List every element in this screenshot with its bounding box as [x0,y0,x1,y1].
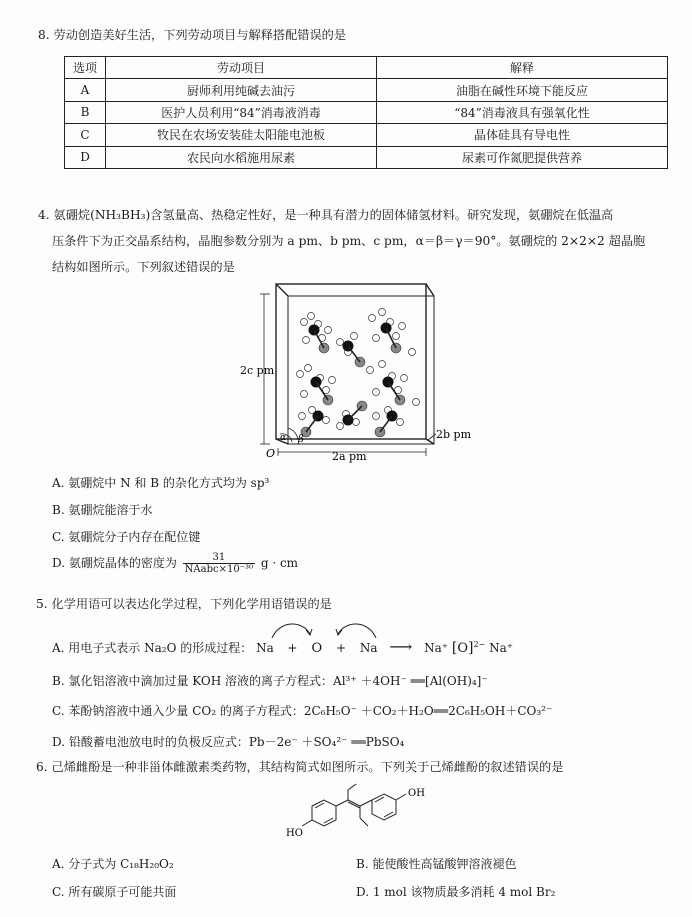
label-depth: 2b pm [436,428,472,441]
table-cell: 牧民在农场安装硅太阳能电池板 [106,124,377,146]
na-ion: Na⁺ [489,641,514,655]
density-denominator: NAabc×10⁻³⁰ [184,564,253,575]
q4-option-d [52,552,298,575]
plus-sign: + [287,641,298,655]
table-header: 劳动项目 [106,57,377,79]
table-cell: 农民向水稻施用尿素 [106,146,377,168]
density-unit: g · cm [260,556,299,570]
oxygen-atom: O [311,641,323,656]
q4-option-a: A. 氨硼烷中 N 和 B 的杂化方式均为 sp³ [52,476,270,490]
table-cell: 医护人员利用“84”消毒液消毒 [106,101,377,123]
supercell-figure [236,282,476,468]
q4-stem-line2: 压条件下为正交晶系结构，晶胞参数分别为 a pm、b pm、c pm，α＝β＝γ＝90°。氨硼烷的 2×2×2 超晶胞 [52,234,646,248]
dimension-lines [260,294,436,456]
label-origin: O [266,447,276,460]
bracket-right: ] [468,640,474,656]
table-header: 选项 [65,57,106,79]
q8-stem: 8. 劳动创造美好生活，下列劳动项目与解释搭配错误的是 [38,28,347,42]
oxide-ion: O [457,641,469,656]
table-cell: 晶体硅具有导电性 [377,124,668,146]
plus-sign: + [335,641,346,655]
table-header: 解释 [377,57,668,79]
q6-option-a: A. 分子式为 C₁₈H₂₀O₂ [52,857,174,871]
q5-option-c: C. 苯酚钠溶液中通入少量 CO₂ 的离子方程式：2C₆H₅O⁻ ＋CO₂＋H₂O══2C₆H₅OH＋CO₃²⁻ [52,704,553,718]
table-row [65,124,668,146]
q5-option-d: D. 铅酸蓄电池放电时的负极反应式：Pb－2e⁻ ＋SO₄²⁻ ══PbSO₄ [52,735,405,749]
q5-option-a-prefix: A. 用电子式表示 Na₂O 的形成过程： [52,641,253,655]
q6-stem: 6. 己烯雌酚是一种非甾体雌激素类药物，其结构简式如图所示。下列关于己烯雌酚的叙述错误的是 [36,760,564,774]
table-cell: C [65,124,106,146]
q4-option-c: C. 氨硼烷分子内存在配位键 [52,530,201,544]
label-ho: HO [286,828,303,839]
na-ion: Na⁺ [424,641,449,655]
q6-option-d: D. 1 mol 该物质最多消耗 4 mol Br₂ [356,885,556,899]
label-alpha: α [280,433,287,443]
density-fraction [183,552,255,575]
q6-option-b: B. 能使酸性高锰酸钾溶液褪色 [356,857,517,871]
table-cell: 尿素可作氮肥提供营养 [377,146,668,168]
table-cell: “84”消毒液具有强氧化性 [377,101,668,123]
reaction-arrow: ⟶ [389,637,413,656]
table-cell: D [65,146,106,168]
label-height: 2c pm [240,364,275,377]
table-row [65,79,668,101]
table-row [65,101,668,123]
q4-stem-line1: 4. 氨硼烷(NH₃BH₃)含氢量高、热稳定性好，是一种具有潜力的固体储氢材料。研究发现，氨硼烷在低温高 [38,208,614,222]
table-row [65,146,668,168]
q4-stem-line3: 结构如图所示。下列叙述错误的是 [52,260,235,274]
diethylstilbestrol-structure [284,780,454,840]
bracket-left: [ [451,640,458,656]
table-header-row [65,57,668,79]
q5-stem: 5. 化学用语可以表达化学过程，下列化学用语错误的是 [36,597,332,611]
na-atom: Na [359,641,378,655]
table-cell: B [65,101,106,123]
q4-option-b: B. 氨硼烷能溶于水 [52,503,153,517]
oxide-charge: 2− [473,640,486,649]
na-atom: Na [256,641,274,655]
molecule-cluster [297,309,420,438]
q6-option-c: C. 所有碳原子可能共面 [52,885,177,899]
table-cell: A [65,79,106,101]
q5-option-b: B. 氯化铝溶液中滴加过量 KOH 溶液的离子方程式：Al³⁺ ＋4OH⁻ ══[Al(OH)₄]⁻ [52,674,488,688]
electron-transfer-arrows [268,618,398,644]
table-cell: 厨师利用纯碱去油污 [106,79,377,101]
label-oh: OH [408,788,425,799]
label-beta: β [298,434,304,445]
density-numerator: 31 [183,552,255,564]
label-width: 2a pm [332,450,367,463]
table-cell: 油脂在碱性环境下能反应 [377,79,668,101]
q8-table [64,56,668,169]
q4-option-d-prefix: D. 氨硼烷晶体的密度为 [52,556,177,570]
